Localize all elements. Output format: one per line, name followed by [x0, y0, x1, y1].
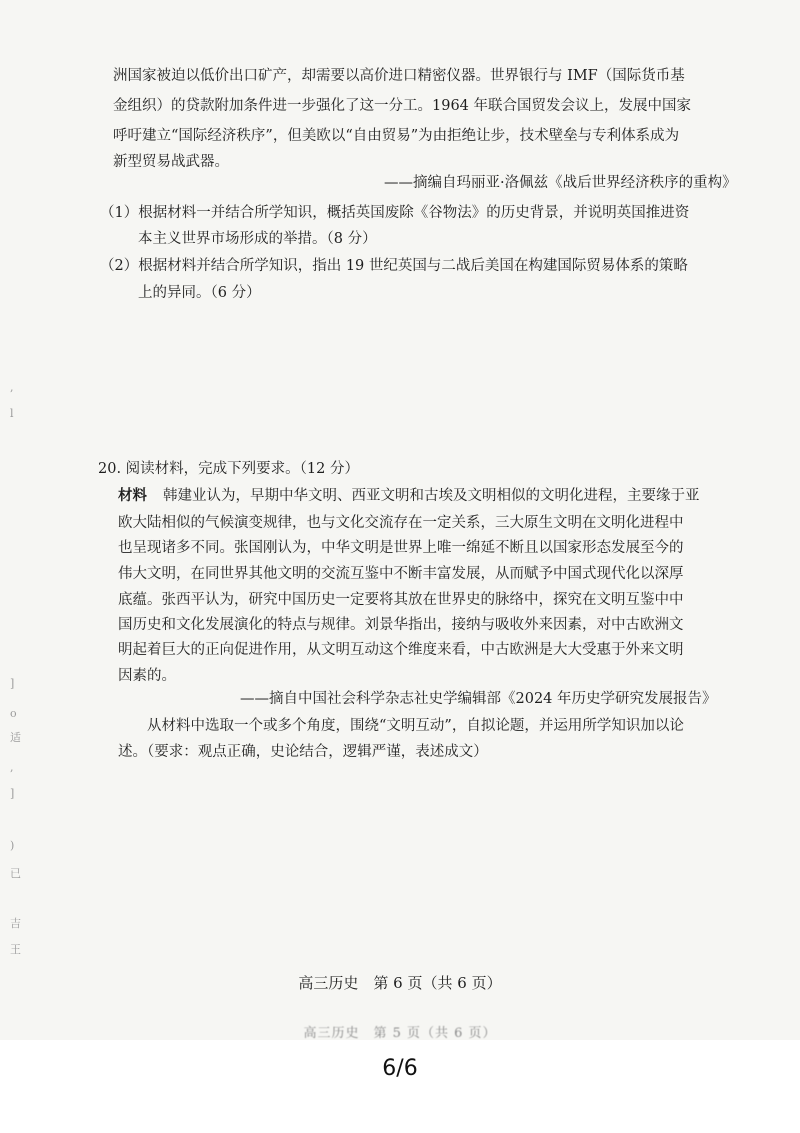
material-line: 金组织）的贷款附加条件进一步强化了这一分工。1964 年联合国贸发会议上，发展中国家 — [113, 98, 692, 114]
task-line: 从材料中选取一个或多个角度，围绕“文明互动”，自拟论题，并运用所学知识加以论 — [147, 718, 684, 734]
material-line: 国历史和文化发展演化的特点与规律。刘景华指出，接纳与吸收外来因素，对中古欧洲文 — [118, 617, 684, 633]
material-line: 底蕴。张西平认为，研究中国历史一定要将其放在世界史的脉络中，探究在文明互鉴中中 — [118, 592, 684, 608]
margin-mark: ] — [10, 787, 15, 800]
margin-mark: 已 — [10, 867, 21, 880]
margin-mark: o — [10, 707, 17, 720]
material-source: ——摘自中国社会科学杂志社史学编辑部《2024 年历史学研究发展报告》 — [240, 691, 717, 707]
material-source: ——摘编自玛丽亚·洛佩兹《战后世界经济秩序的重构》 — [384, 175, 737, 191]
material-line: 呼吁建立“国际经济秩序”，但美欧以“自由贸易”为由拒绝让步，技术壁垒与专利体系成为 — [113, 128, 680, 144]
margin-mark: , — [10, 761, 14, 774]
subquestion-2-line: （2）根据材料并结合所学知识，指出 19 世纪英国与二战后美国在构建国际贸易体系的策略 — [100, 258, 688, 274]
task-line: 述。（要求：观点正确，史论结合，逻辑严谨，表述成文） — [118, 744, 488, 760]
margin-mark: l — [10, 407, 14, 420]
material-line: 伟大文明，在同世界其他文明的交流互鉴中不断丰富发展，从而赋予中国式现代化以深厚 — [118, 566, 684, 582]
page-footer: 高三历史 第 6 页（共 6 页） — [298, 974, 502, 992]
margin-mark: 吉 — [10, 917, 21, 930]
margin-mark: 王 — [10, 943, 21, 956]
material-line: 明起着巨大的正向促进作用，从文明互动这个维度来看，中古欧洲是大大受惠于外来文明 — [118, 642, 684, 658]
margin-mark: ) — [10, 839, 15, 852]
material-line: 洲国家被迫以低价出口矿产，却需要以高价进口精密仪器。世界银行与 IMF（国际货币基 — [113, 68, 685, 84]
bleed-through-footer: 高三历史 第 5 页（共 6 页） — [303, 1026, 497, 1041]
material-line: 也呈现诸多不同。张国刚认为，中华文明是世界上唯一绵延不断且以国家形态发展至今的 — [118, 540, 684, 556]
subquestion-1-line: （1）根据材料一并结合所学知识，概括英国废除《谷物法》的历史背景，并说明英国推进资 — [100, 205, 690, 221]
margin-mark: , — [10, 381, 14, 394]
margin-mark: ] — [10, 677, 15, 690]
material-label: 材料 — [118, 487, 147, 504]
material-line: 欧大陆相似的气候演变规律，也与文化交流存在一定关系，三大原生文明在文明化进程中 — [118, 515, 684, 531]
material-line: 新型贸易战武器。 — [113, 154, 229, 170]
subquestion-2-line: 上的异同。（6 分） — [138, 285, 261, 301]
subquestion-1-line: 本主义世界市场形成的举措。（8 分） — [138, 231, 377, 247]
material-line: 因素的。 — [118, 668, 176, 684]
page-counter: 6/6 — [382, 1056, 418, 1081]
question-heading: 20. 阅读材料，完成下列要求。（12 分） — [98, 461, 359, 477]
material-line: 韩建业认为，早期中华文明、西亚文明和古埃及文明相似的文明化进程，主要缘于亚 — [163, 488, 700, 504]
margin-mark: 适 — [10, 731, 21, 744]
